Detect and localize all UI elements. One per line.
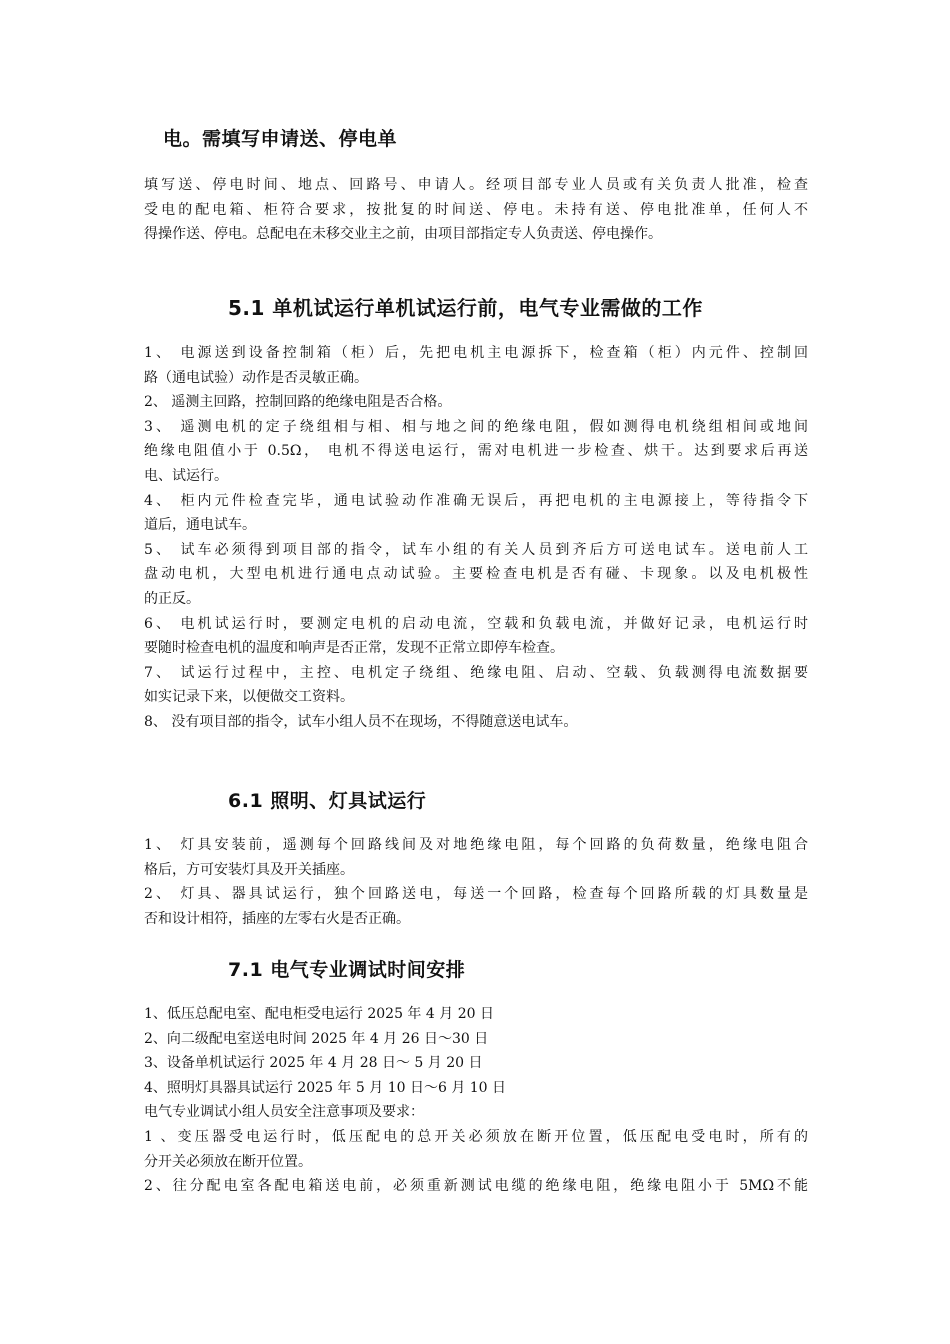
list-item-line: 1、 电源送到设备控制箱（柜）后，先把电机主电源拆下，检查箱（柜）内元件、控制回: [144, 345, 808, 361]
list-item-line: 路（通电试验）动作是否灵敏正确。: [144, 369, 368, 386]
list-item-line: 格后，方可安装灯具及开关插座。: [144, 861, 354, 878]
list-item-line: 盘动电机，大型电机进行通电点动试验。主要检查电机是否有碰、卡现象。以及电机极性: [144, 566, 808, 583]
section-heading-6-1: 6.1 照明、灯具试运行: [228, 790, 427, 812]
paragraph-line: 受电的配电箱、柜符合要求，按批复的时间送、停电。未持有送、停电批准单，任何人不: [144, 201, 808, 218]
list-item-line: 否和设计相符，插座的左零右火是否正确。: [144, 910, 410, 927]
list-item-line: 5、 试车必须得到项目部的指令，试车小组的有关人员到齐后方可送电试车。送电前人工: [144, 541, 808, 558]
paragraph-line: 填写送、停电时间、地点、回路号、申请人。经项目部专业人员或有关负责人批准，检查: [144, 177, 808, 193]
list-item-line: 2、往分配电室各配电箱送电前，必须重新测试电缆的绝缘电阻，绝缘电阻小于 5MΩ不能: [144, 1178, 808, 1195]
section-heading-power-request: 电。需填写申请送、停电单: [163, 128, 398, 150]
section-7-1-body: [144, 1002, 808, 1199]
list-item-line: 电、试运行。: [144, 467, 228, 484]
list-item-line: 要随时检查电机的温度和响声是否正常，发现不正常立即停车检查。: [144, 640, 564, 657]
section-heading-5-1: 5.1 单机试运行单机试运行前，电气专业需做的工作: [228, 296, 703, 320]
schedule-line: 1、低压总配电室、配电柜受电运行 2025 年 4 月 20 日: [144, 1006, 494, 1022]
section-5-1-body: [144, 341, 808, 735]
schedule-line: 3、设备单机试运行 2025 年 4 月 28 日～ 5 月 20 日: [144, 1055, 483, 1072]
list-item-line: 1 、变压器受电运行时，低压配电的总开关必须放在断开位置，低压配电受电时，所有的: [144, 1128, 808, 1145]
list-item-line: 2、 遥测主回路，控制回路的绝缘电阻是否合格。: [144, 394, 452, 411]
schedule-line: 2、向二级配电室送电时间 2025 年 4 月 26 日～30 日: [144, 1030, 489, 1047]
section-heading-7-1: 7.1 电气专业调试时间安排: [228, 959, 466, 981]
list-item-line: 3、 遥测电机的定子绕组相与相、相与地之间的绝缘电阻，假如测得电机绕组相间或地间: [144, 418, 808, 435]
list-item-line: 6、 电机试运行时，要测定电机的启动电流，空载和负载电流，并做好记录，电机运行时: [144, 615, 808, 632]
list-item-line: 7、 试运行过程中，主控、电机定子绕组、绝缘电阻、启动、空载、负载测得电流数据要: [144, 664, 808, 681]
list-item-line: 如实记录下来，以便做交工资料。: [144, 689, 354, 706]
list-item-line: 分开关必须放在断开位置。: [144, 1153, 312, 1170]
list-item-line: 8、 没有项目部的指令，试车小组人员不在现场，不得随意送电试车。: [144, 713, 578, 730]
paragraph-line: 得操作送、停电。总配电在未移交业主之前，由项目部指定专人负责送、停电操作。: [144, 226, 662, 243]
list-item-line: 1、 灯具安装前，遥测每个回路线间及对地绝缘电阻，每个回路的负荷数量，绝缘电阻合: [144, 837, 808, 853]
safety-intro-line: 电气专业调试小组人员安全注意事项及要求：: [144, 1104, 424, 1121]
section-6-1-body: [144, 833, 808, 931]
list-item-line: 4、 柜内元件检查完毕，通电试验动作准确无误后，再把电机的主电源接上，等待指令下: [144, 492, 808, 509]
schedule-line: 4、照明灯具器具试运行 2025 年 5 月 10 日～6 月 10 日: [144, 1079, 507, 1096]
list-item-line: 绝缘电阻值小于 0.5Ω， 电机不得送电运行，需对电机进一步检查、烘干。达到要求后再送: [144, 443, 808, 460]
list-item-line: 的正反。: [144, 590, 200, 607]
list-item-line: 道后，通电试车。: [144, 517, 256, 534]
list-item-line: 2、 灯具、器具试运行，独个回路送电，每送一个回路，检查每个回路所载的灯具数量是: [144, 886, 808, 903]
intro-paragraph: [144, 173, 808, 247]
